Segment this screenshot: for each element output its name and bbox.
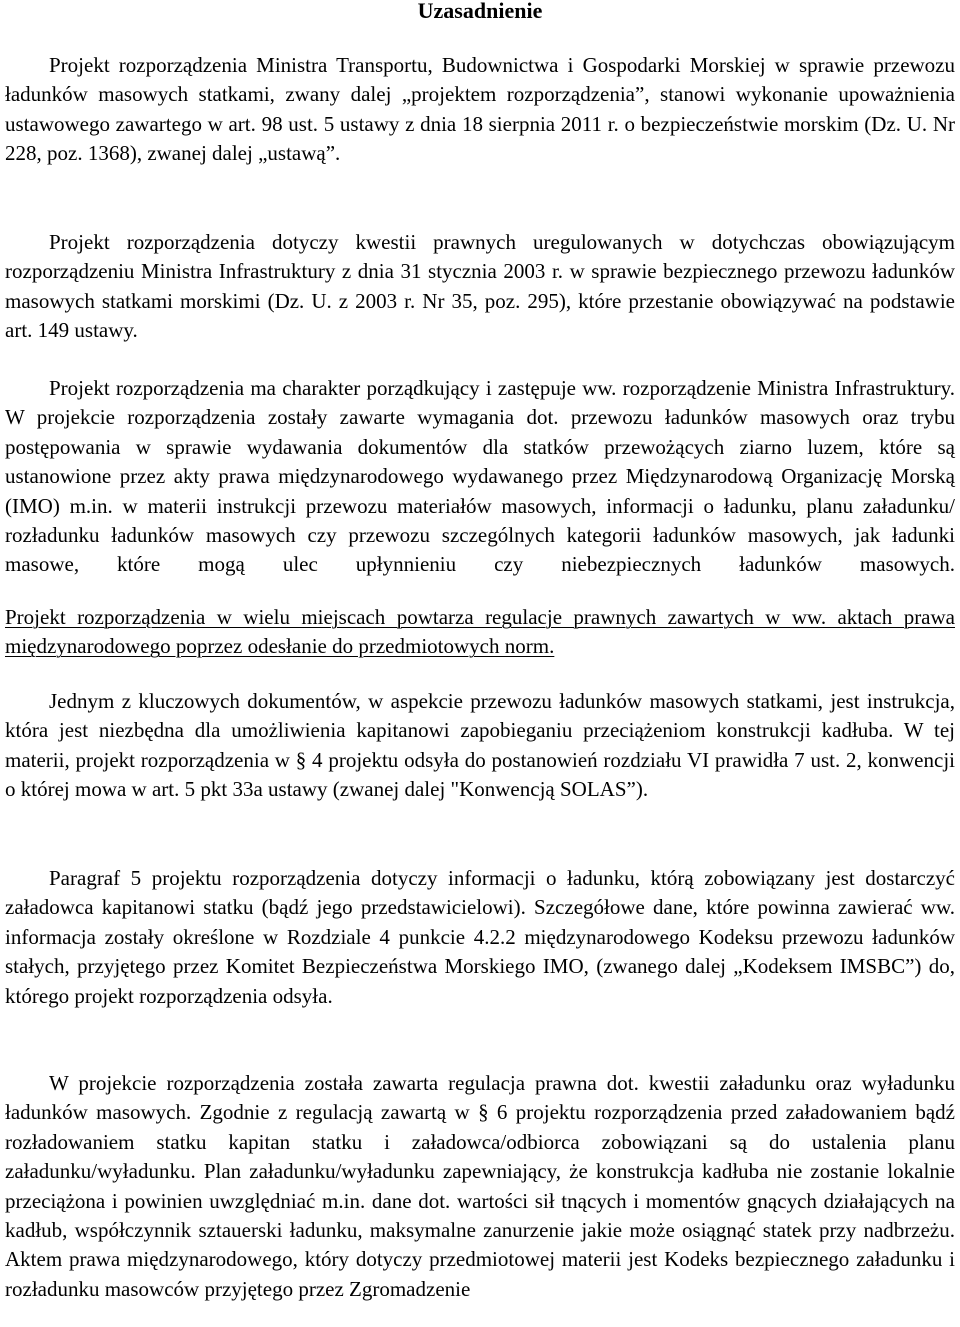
paragraph-1: Projekt rozporządzenia Ministra Transportu, Budownictwa i Gospodarki Morskiej w sprawie przewozu ładunków masowych statkami, zwany dalej „projektem rozporządzenia”, stanowi wykonanie upoważnienia ustawowego zawartego w art. 98 ust. 5 ustawy z dnia 18 sierpnia 2011 r. o bezpieczeństwie morskim (Dz. U. Nr 228, poz. 1368), zwanej dalej „ustawą”. — [5, 53, 955, 166]
paragraph-4: Jednym z kluczowych dokumentów, w aspekcie przewozu ładunków masowych statkami, jest instrukcja, która jest niezbędna dla umożliwienia kapitanowi zapobieganiu przeciążeniom konstrukcji kadłuba. W tej materii, projekt rozporządzenia w § 4 projektu odsyła do postanowień rozdziału VI prawidła 7 ust. 2, konwencji o której mowa w art. 5 pkt 33a ustawy (zwanej dalej "Konwencją SOLAS”). — [5, 689, 955, 802]
paragraph-5: Paragraf 5 projektu rozporządzenia dotyczy informacji o ładunku, którą zobowiązany jest dostarczyć załadowca kapitanowi statku (bądź jego przedstawicielowi). Szczegółowe dane, które powinna zawierać ww. informacja zostały określone w Rozdziale 4 punkcie 4.2.2 międzynarodowego Kodeksu przewozu ładunków stałych, przyjętego przez Komitet Bezpieczeństwa Morskiego IMO, (zwanego dalej „Kodeksem IMSBC”) do, którego projekt rozporządzenia odsyła. — [5, 866, 955, 1008]
document-title: Uzasadnienie — [417, 0, 543, 23]
underlined-sentence: Projekt rozporządzenia w wielu miejscach powtarza regulacje prawnych zawartych w ww. aktach prawa międzynarodowego poprzez odesłanie do przedmiotowych norm. — [5, 605, 955, 659]
paragraph-6: W projekcie rozporządzenia została zawarta regulacja prawna dot. kwestii załadunku oraz wyładunku ładunków masowych. Zgodnie z regulacją zawartą w § 6 projektu rozporządzenia przed załadowaniem bądź rozładowaniem statku kapitan statku i załadowca/odbiorca zobowiązani są do ustalenia planu załadunku/wyładunku. Plan załadunku/wyładunku zapewniający, że konstrukcja kadłuba nie zostanie lokalnie przeciążona i powinien uwzględniać m.in. dane dot. wartości sił tnących i momentów gnących działających na kadłub, współczynnik sztauerski ładunku, maksymalne zanurzenie jakie może osiągnąć statek przy nadbrzeżu. Aktem prawa międzynarodowego, który dotyczy przedmiotowej materii jest Kodeks bezpiecznego załadunku i rozładunku masowców przyjętego przez Zgromadzenie — [5, 1071, 955, 1301]
paragraph-3: Projekt rozporządzenia ma charakter porządkujący i zastępuje ww. rozporządzenie Ministra Infrastruktury. W projekcie rozporządzenia zostały zawarte wymagania dot. przewozu ładunków masowych oraz trybu postępowania w sprawie wydawania dokumentów dla statków przewożących ziarno luzem, które są ustanowione przez akty prawa międzynarodowego wydawanego przez Międzynarodową Organizację Morską (IMO) m.in. w materii instrukcji przewozu materiałów masowych, informacji o ładunku, planu załadunku/ rozładunku ładunków masowych czy przewozu szczególnych kategorii ładunków masowych, jak ładunki masowe, które mogą ulec upłynnieniu czy niebezpiecznych ładunków masowych. — [5, 376, 955, 577]
paragraph-2: Projekt rozporządzenia dotyczy kwestii prawnych uregulowanych w dotychczas obowiązującym rozporządzeniu Ministra Infrastruktury z dnia 31 stycznia 2003 r. w sprawie bezpiecznego przewozu ładunków masowych statkami morskimi (Dz. U. z 2003 r. Nr 35, poz. 295), które przestanie obowiązywać na podstawie art. 149 ustawy. — [5, 230, 955, 343]
paragraph-3-underlined — [5, 603, 955, 662]
